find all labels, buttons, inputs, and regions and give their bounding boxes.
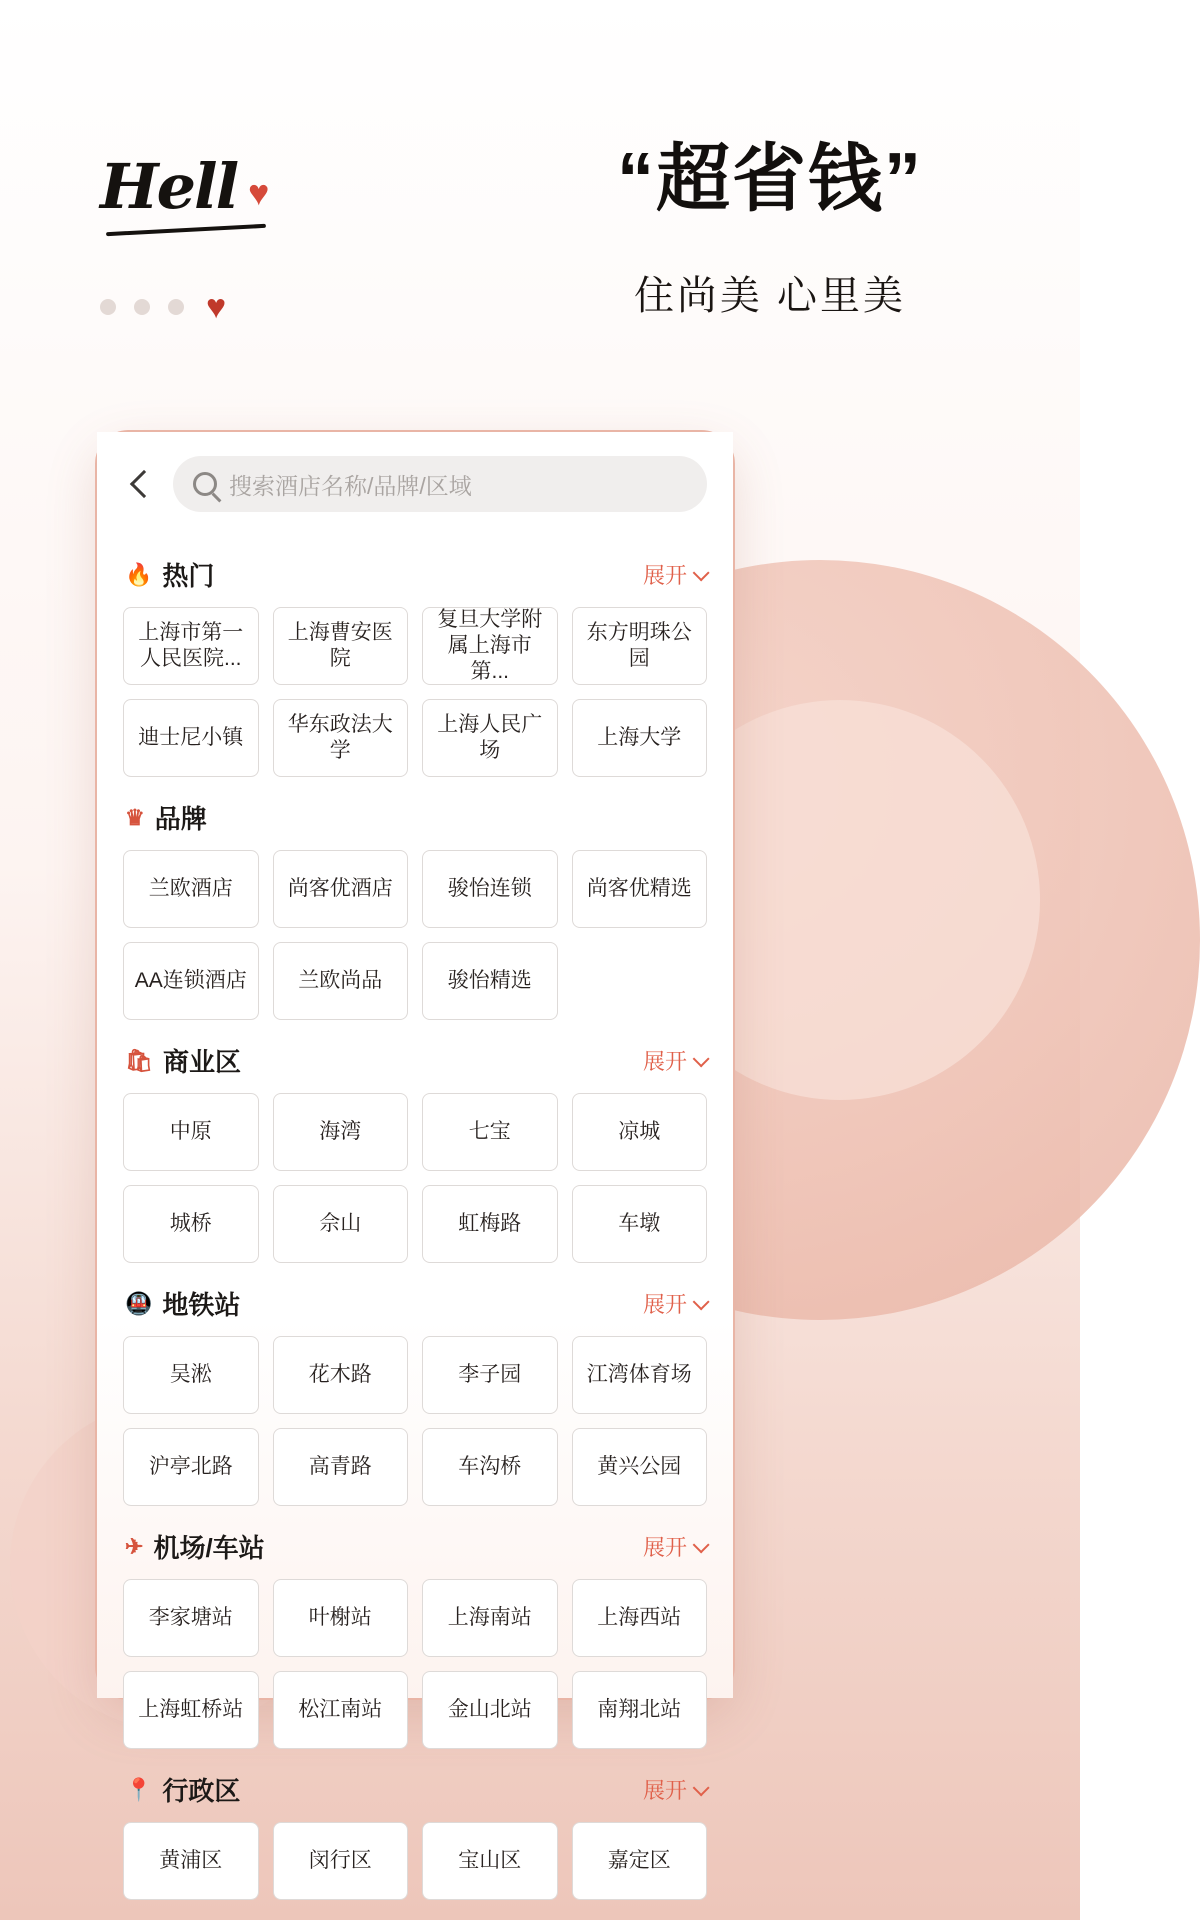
carousel-dots <box>100 290 226 324</box>
chip-label: 南翔北站 <box>597 1697 682 1721</box>
chevron-down-icon <box>693 1536 710 1553</box>
briefcase-icon: 🛍 <box>125 1047 153 1073</box>
chip-item[interactable] <box>422 607 558 685</box>
chip-grid <box>123 607 707 777</box>
chip-label: 上海虹桥站 <box>138 1697 244 1721</box>
chip-placeholder <box>572 942 708 1020</box>
chip-item[interactable] <box>273 1185 409 1263</box>
chip-item[interactable] <box>422 1336 558 1414</box>
chevron-down-icon <box>693 1050 710 1067</box>
chip-item[interactable] <box>123 1822 259 1900</box>
chip-item[interactable] <box>422 1671 558 1749</box>
chip-item[interactable] <box>273 1093 409 1171</box>
section-title-label: 机场/车站 <box>153 1533 265 1563</box>
chip-item[interactable] <box>273 699 409 777</box>
chip-label: 上海大学 <box>597 725 682 749</box>
dot-indicator <box>168 299 184 315</box>
chip-label: 虹梅路 <box>458 1211 522 1235</box>
chip-label: 中原 <box>169 1119 212 1143</box>
chip-item[interactable] <box>123 607 259 685</box>
chip-label: 上海南站 <box>447 1605 532 1629</box>
chevron-down-icon <box>693 564 710 581</box>
brand-logo-text: Hell <box>100 150 238 223</box>
brand-logo <box>100 150 300 240</box>
metro-icon: 🚇 <box>125 1290 153 1316</box>
section-title-label: 地铁站 <box>162 1290 241 1320</box>
chip-label: 七宝 <box>468 1119 511 1143</box>
chip-item[interactable] <box>123 850 259 928</box>
dot-indicator <box>100 299 116 315</box>
chip-item[interactable] <box>422 942 558 1020</box>
headline-sub: 住尚美 心里美 <box>633 274 907 318</box>
chip-label: 李家塘站 <box>148 1605 233 1629</box>
chip-grid <box>123 850 707 1020</box>
chip-item[interactable] <box>273 607 409 685</box>
chip-label: 海湾 <box>319 1119 362 1143</box>
chip-item[interactable] <box>123 1428 259 1506</box>
chip-label: 兰欧尚品 <box>298 968 383 992</box>
chip-label: 上海市第一人民医院... <box>138 620 244 670</box>
chip-label: 东方明珠公园 <box>586 620 692 670</box>
chip-label: 嘉定区 <box>607 1848 671 1872</box>
chip-item[interactable] <box>422 1822 558 1900</box>
chip-label: 上海曹安医院 <box>287 620 393 670</box>
app-screen <box>97 432 733 1872</box>
section-metro <box>123 1285 707 1506</box>
chip-item[interactable] <box>572 1428 708 1506</box>
section-brand <box>123 799 707 1020</box>
chip-label: 复旦大学附属上海市第... <box>437 607 543 684</box>
chip-label: 尚客优酒店 <box>287 876 393 900</box>
chip-label: 沪亭北路 <box>148 1454 233 1478</box>
chip-label: 佘山 <box>319 1211 362 1235</box>
chip-label: 高青路 <box>308 1454 372 1478</box>
section-title <box>125 1285 240 1322</box>
chip-grid <box>123 1093 707 1263</box>
chip-item[interactable] <box>123 699 259 777</box>
section-header <box>123 799 707 850</box>
dot-indicator <box>134 299 150 315</box>
expand-button-metro[interactable] <box>643 1288 705 1319</box>
chip-label: 迪士尼小镇 <box>138 725 244 749</box>
chip-item[interactable] <box>422 850 558 928</box>
expand-label: 展开 <box>642 1778 687 1803</box>
chip-item[interactable] <box>273 850 409 928</box>
section-title <box>125 1771 240 1808</box>
section-title-label: 商业区 <box>162 1047 241 1077</box>
chip-label: AA连锁酒店 <box>134 968 247 992</box>
chip-item[interactable] <box>422 699 558 777</box>
phone-mockup <box>95 430 735 1872</box>
search-placeholder: 搜索酒店名称/品牌/区域 <box>229 472 472 499</box>
section-header <box>123 1042 707 1093</box>
chip-item[interactable] <box>123 1336 259 1414</box>
chip-item[interactable] <box>123 1185 259 1263</box>
chip-item[interactable] <box>572 1185 708 1263</box>
chip-label: 李子园 <box>458 1362 522 1386</box>
chip-label: 凉城 <box>618 1119 661 1143</box>
section-title <box>125 556 214 593</box>
chip-item[interactable] <box>422 1579 558 1657</box>
expand-label: 展开 <box>642 1049 687 1074</box>
chip-label: 车墩 <box>618 1211 661 1235</box>
section-title-label: 热门 <box>162 561 215 591</box>
chip-label: 骏怡精选 <box>447 968 532 992</box>
section-airport <box>123 1528 707 1749</box>
crown-icon: ♛ <box>125 804 145 830</box>
chip-label: 车沟桥 <box>458 1454 522 1478</box>
chip-item[interactable] <box>572 1822 708 1900</box>
chip-grid <box>123 1579 707 1749</box>
heart-icon: ♥ <box>206 288 227 326</box>
heart-icon: ♥ <box>248 172 270 213</box>
search-input[interactable] <box>173 456 707 512</box>
section-business <box>123 1042 707 1263</box>
chip-item[interactable] <box>123 1671 259 1749</box>
chip-label: 江湾体育场 <box>586 1362 692 1386</box>
chip-item[interactable] <box>572 699 708 777</box>
chip-label: 叶榭站 <box>308 1605 372 1629</box>
chip-item[interactable] <box>422 1093 558 1171</box>
section-title-label: 品牌 <box>154 804 207 834</box>
section-title <box>125 1528 265 1565</box>
chip-label: 黄浦区 <box>159 1848 223 1872</box>
section-header <box>123 1771 707 1822</box>
section-hot <box>123 556 707 777</box>
section-title <box>125 799 207 836</box>
chip-item[interactable] <box>123 1579 259 1657</box>
section-district <box>123 1771 707 1900</box>
chip-item[interactable] <box>572 1671 708 1749</box>
expand-button-business[interactable] <box>643 1045 705 1076</box>
expand-label: 展开 <box>642 1535 687 1560</box>
chip-label: 上海西站 <box>597 1605 682 1629</box>
chevron-down-icon <box>693 1779 710 1796</box>
search-icon <box>193 472 217 496</box>
chip-item[interactable] <box>273 1822 409 1900</box>
chip-item[interactable] <box>572 1579 708 1657</box>
chip-item[interactable] <box>572 1093 708 1171</box>
chip-label: 宝山区 <box>458 1848 522 1872</box>
expand-button-airport[interactable] <box>643 1531 705 1562</box>
back-icon[interactable] <box>123 467 157 501</box>
chip-label: 金山北站 <box>447 1697 532 1721</box>
chip-item[interactable] <box>422 1185 558 1263</box>
chip-grid <box>123 1822 707 1900</box>
chip-label: 松江南站 <box>298 1697 383 1721</box>
expand-label: 展开 <box>642 1292 687 1317</box>
chip-label: 闵行区 <box>308 1848 372 1872</box>
chip-grid <box>123 1336 707 1506</box>
chip-label: 上海人民广场 <box>437 712 543 762</box>
chip-item[interactable] <box>123 1093 259 1171</box>
chip-item[interactable] <box>273 1336 409 1414</box>
chip-label: 城桥 <box>169 1211 212 1235</box>
chip-item[interactable] <box>572 1336 708 1414</box>
chip-item[interactable] <box>273 1579 409 1657</box>
headline <box>560 120 980 321</box>
chip-item[interactable] <box>422 1428 558 1506</box>
expand-button-district[interactable] <box>643 1774 705 1805</box>
expand-label: 展开 <box>642 563 687 588</box>
section-title <box>125 1042 241 1079</box>
location-icon: 📍 <box>125 1776 153 1802</box>
section-header <box>123 556 707 607</box>
section-header <box>123 1528 707 1579</box>
chip-label: 骏怡连锁 <box>447 876 532 900</box>
chip-label: 尚客优精选 <box>586 876 692 900</box>
chevron-down-icon <box>693 1293 710 1310</box>
plane-icon: ✈ <box>125 1533 144 1559</box>
chip-label: 华东政法大学 <box>287 712 393 762</box>
chip-item[interactable] <box>572 607 708 685</box>
chip-item[interactable] <box>273 1671 409 1749</box>
chip-label: 花木路 <box>308 1362 372 1386</box>
chip-item[interactable] <box>273 942 409 1020</box>
chip-item[interactable] <box>123 942 259 1020</box>
app-topbar <box>97 432 733 530</box>
chip-label: 兰欧酒店 <box>148 876 233 900</box>
brand-logo-underline <box>106 224 266 236</box>
section-header <box>123 1285 707 1336</box>
chip-label: 黄兴公园 <box>597 1454 682 1478</box>
sections-container <box>97 530 733 1900</box>
headline-main: “超省钱” <box>617 137 923 220</box>
chip-item[interactable] <box>572 850 708 928</box>
chip-item[interactable] <box>273 1428 409 1506</box>
expand-button-hot[interactable] <box>643 559 705 590</box>
section-title-label: 行政区 <box>162 1776 241 1806</box>
chip-label: 吴淞 <box>169 1362 212 1386</box>
flame-icon: 🔥 <box>125 561 153 587</box>
